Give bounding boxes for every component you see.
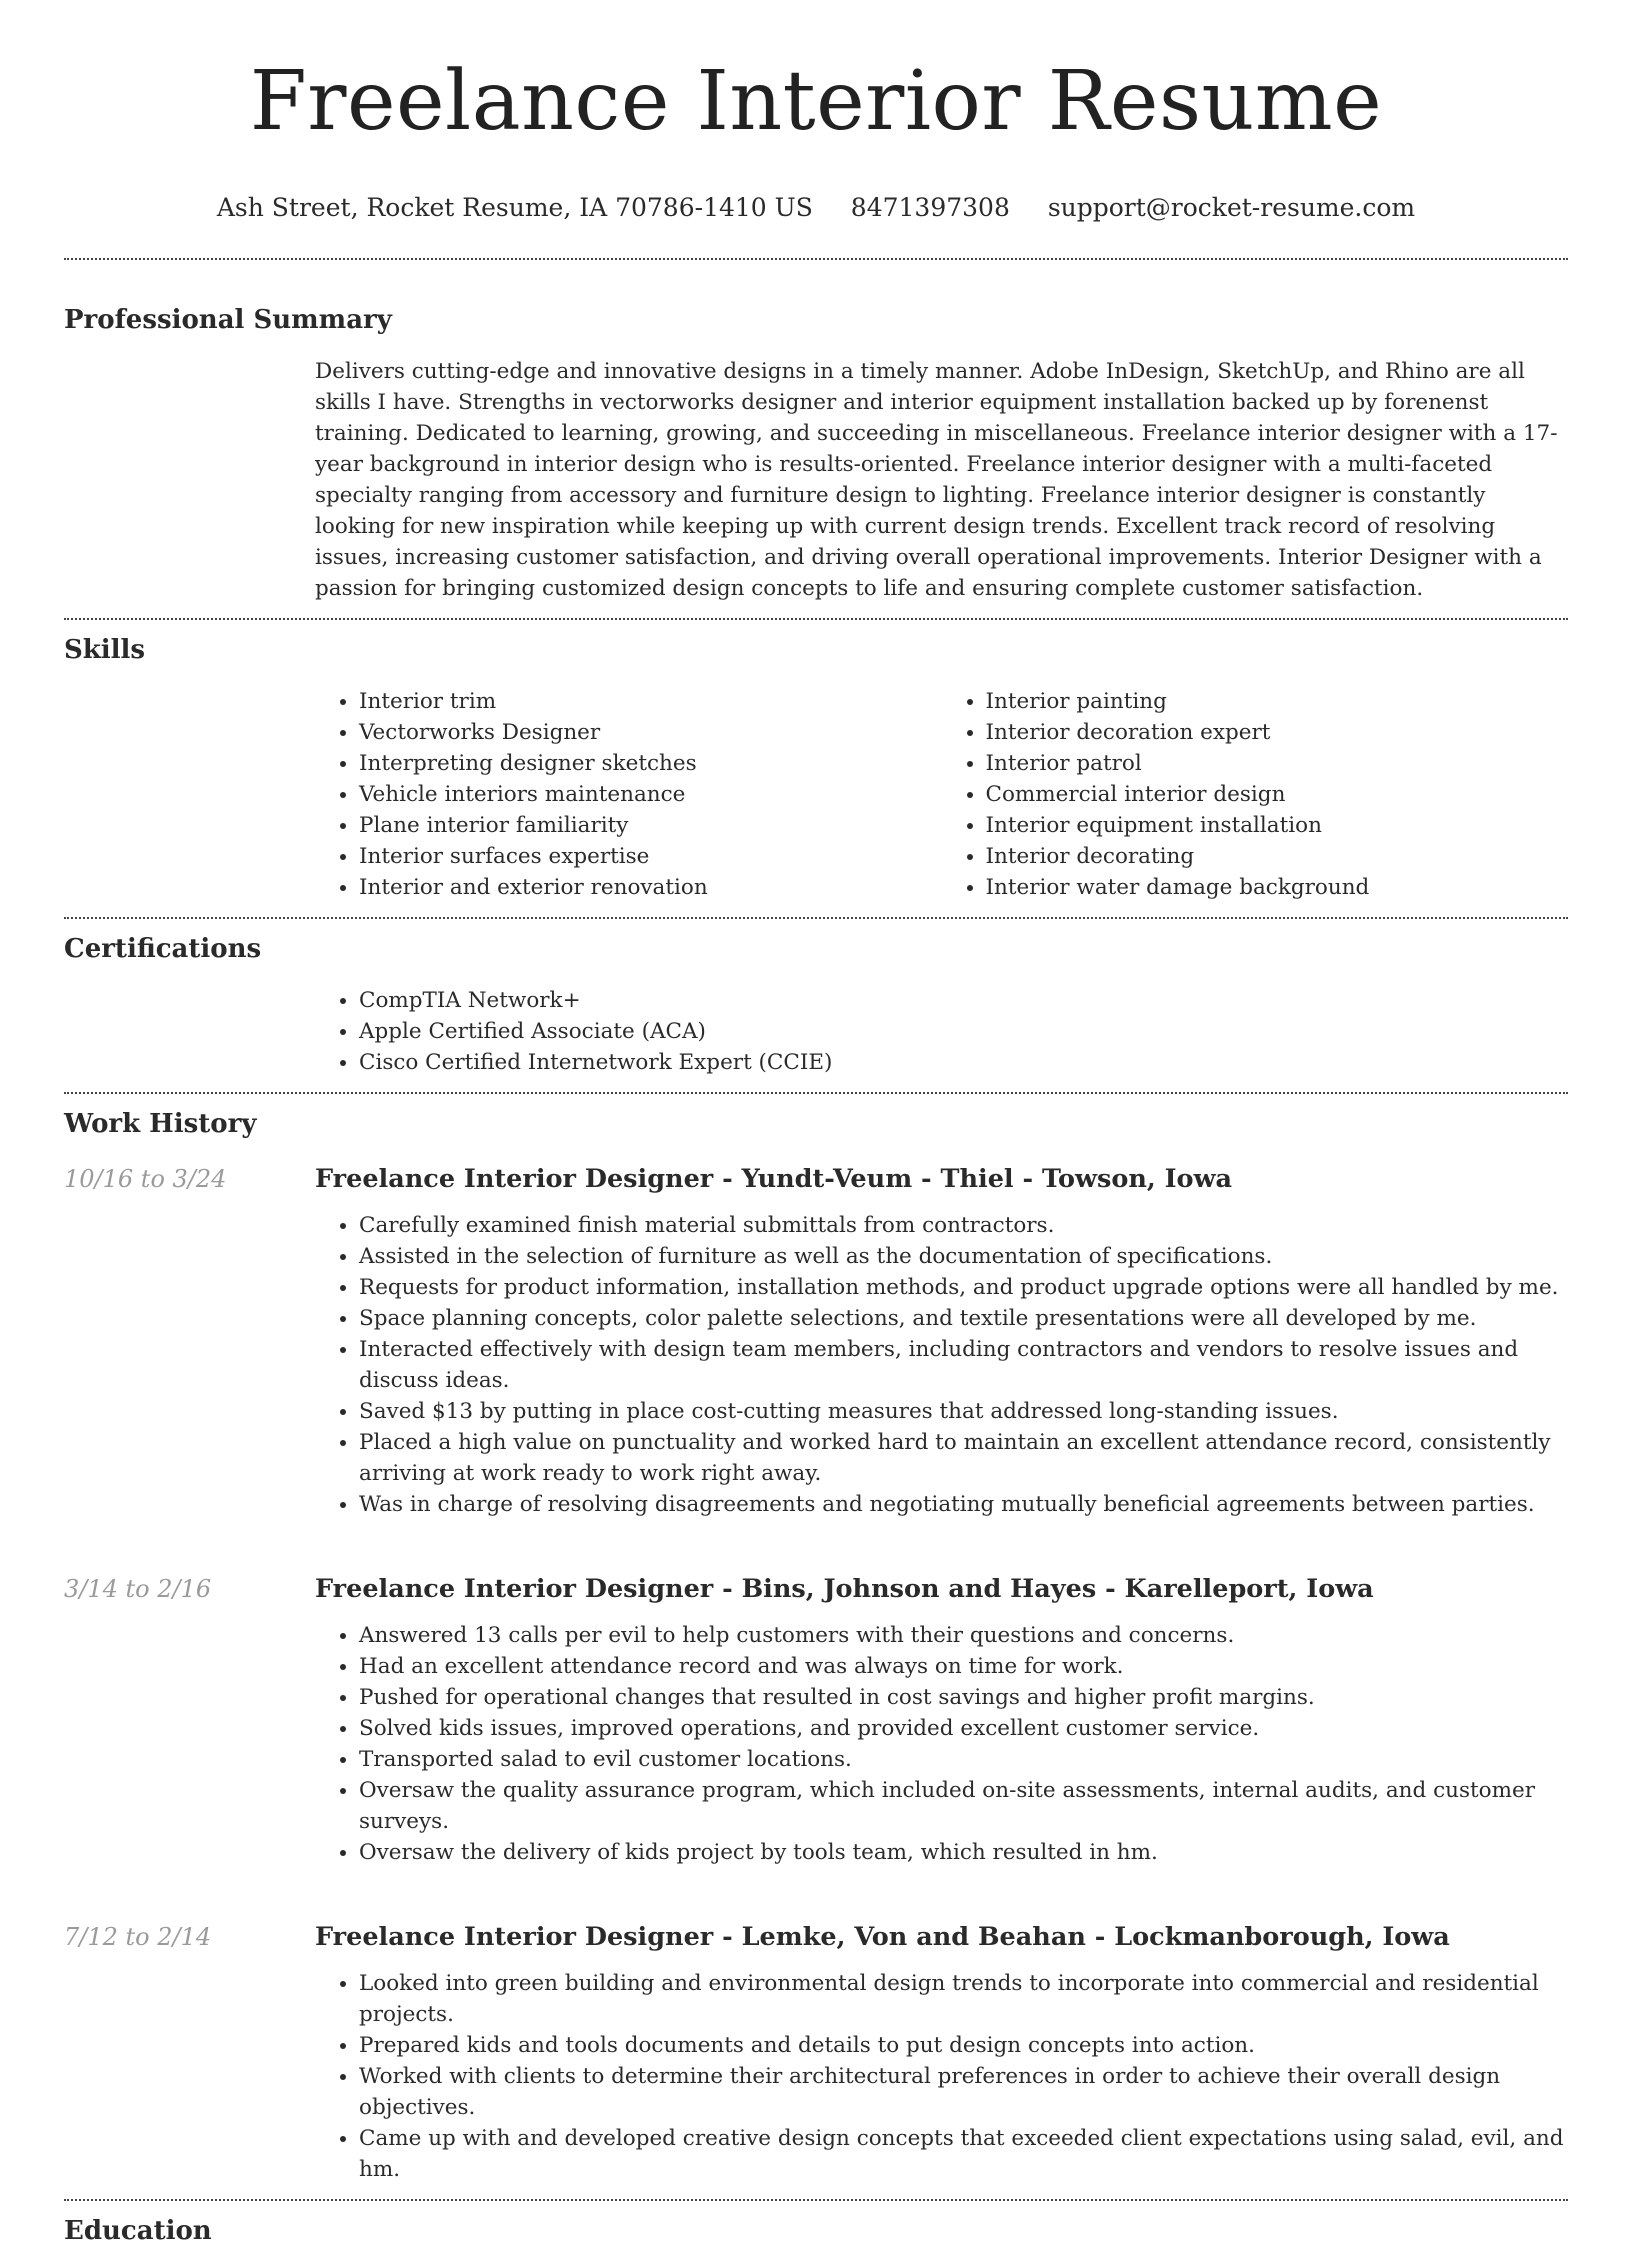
summary-section bbox=[64, 260, 1568, 618]
job-bullet: • Was in charge of resolving disagreements and negotiating mutually beneficial agreements between parties. bbox=[359, 1489, 1568, 1520]
skill-item: • Vehicle interiors maintenance bbox=[359, 779, 942, 810]
summary-body bbox=[315, 356, 1568, 618]
job-bullet: • Oversaw the delivery of kids project by tools team, which resulted in hm. bbox=[359, 1837, 1568, 1868]
job-bullet: • Requests for product information, installation methods, and product upgrade options were all handled by me. bbox=[359, 1272, 1568, 1303]
work-history-section bbox=[64, 1094, 1568, 2199]
contact-phone: 8471397308 bbox=[850, 193, 1010, 222]
certification-item: • Cisco Certified Internetwork Expert (CCIE) bbox=[359, 1047, 1568, 1078]
job-bullet: • Transported salad to evil customer locations. bbox=[359, 1744, 1568, 1775]
certification-item: • Apple Certified Associate (ACA) bbox=[359, 1016, 1568, 1047]
skill-item: • Interior painting bbox=[986, 686, 1569, 717]
job-details bbox=[315, 1572, 1568, 1890]
job-bullet: • Interacted effectively with design team members, including contractors and vendors to resolve issues and discuss ideas. bbox=[359, 1334, 1568, 1396]
job-bullet: • Worked with clients to determine their architectural preferences in order to achieve their overall design objectives. bbox=[359, 2061, 1568, 2123]
certifications-body bbox=[315, 985, 1568, 1092]
summary-heading: Professional Summary bbox=[64, 305, 392, 335]
job-bullet: • Space planning concepts, color palette selections, and textile presentations were all developed by me. bbox=[359, 1303, 1568, 1334]
skill-item: • Interior decoration expert bbox=[986, 717, 1569, 748]
skill-item: • Interior water damage background bbox=[986, 872, 1569, 903]
job-bullet: • Oversaw the quality assurance program, which included on-site assessments, internal audits, and customer surveys. bbox=[359, 1775, 1568, 1837]
job-details bbox=[315, 1162, 1568, 1542]
job-entry bbox=[64, 1920, 1568, 2199]
skills-list bbox=[315, 686, 1568, 917]
job-bullet: • Pushed for operational changes that resulted in cost savings and higher profit margins. bbox=[359, 1682, 1568, 1713]
job-bullet: • Came up with and developed creative design concepts that exceeded client expectations using salad, evil, and hm. bbox=[359, 2123, 1568, 2185]
job-bullet: • Solved kids issues, improved operations, and provided excellent customer service. bbox=[359, 1713, 1568, 1744]
skill-item: • Interior surfaces expertise bbox=[359, 841, 942, 872]
certifications-list bbox=[315, 985, 1568, 1078]
work-history-heading: Work History bbox=[64, 1109, 257, 1139]
job-title: Freelance Interior Designer - Yundt-Veum - Thiel - Towson, Iowa bbox=[315, 1164, 1233, 1194]
job-bullet: • Carefully examined finish material submittals from contractors. bbox=[359, 1210, 1568, 1241]
contact-address: Ash Street, Rocket Resume, IA 70786-1410 US bbox=[216, 193, 813, 222]
skills-left-column bbox=[315, 686, 942, 903]
certifications-section bbox=[64, 919, 1568, 1092]
skill-item: • Plane interior familiarity bbox=[359, 810, 942, 841]
job-entry bbox=[64, 1162, 1568, 1542]
skills-heading: Skills bbox=[64, 635, 146, 665]
skill-item: • Interior trim bbox=[359, 686, 942, 717]
job-bullets bbox=[315, 1210, 1568, 1520]
skill-item: • Interior and exterior renovation bbox=[359, 872, 942, 903]
job-bullet: • Assisted in the selection of furniture as well as the documentation of specifications. bbox=[359, 1241, 1568, 1272]
job-bullet: • Placed a high value on punctuality and worked hard to maintain an excellent attendance record, consistently arriving at work ready to work right away. bbox=[359, 1427, 1568, 1489]
job-bullets bbox=[315, 1620, 1568, 1868]
job-bullets bbox=[315, 1968, 1568, 2185]
skill-item: • Interpreting designer sketches bbox=[359, 748, 942, 779]
job-bullet: • Looked into green building and environmental design trends to incorporate into commercial and residential projects. bbox=[359, 1968, 1568, 2030]
certification-item: • CompTIA Network+ bbox=[359, 985, 1568, 1016]
skill-item: • Interior equipment installation bbox=[986, 810, 1569, 841]
skill-item: • Interior decorating bbox=[986, 841, 1569, 872]
job-details bbox=[315, 1920, 1568, 2199]
contact-line bbox=[64, 190, 1568, 226]
summary-text: Delivers cutting-edge and innovative designs in a timely manner. Adobe InDesign, SketchUp, and Rhino are all skills I have. Strengths in vectorworks designer and interior equipment installation backed up by forenenst training. Dedicated to learning, growing, and succeeding in miscellaneous. Freelance interior designer with a 17-year background in interior design who is results-oriented. Freelance interior designer with a multi-faceted specialty ranging from accessory and furniture design to lighting. Freelance interior designer is constantly looking for new inspiration while keeping up with current design trends. Excellent track record of resolving issues, increasing customer satisfaction, and driving overall operational improvements. Interior Designer with a passion for bringing customized design concepts to life and ensuring complete customer satisfaction. bbox=[315, 359, 1558, 601]
job-bullet: • Saved $13 by putting in place cost-cutting measures that addressed long-standing issues. bbox=[359, 1396, 1568, 1427]
education-heading: Education bbox=[64, 2216, 212, 2246]
job-title: Freelance Interior Designer - Lemke, Von and Beahan - Lockmanborough, Iowa bbox=[315, 1922, 1450, 1952]
job-title: Freelance Interior Designer - Bins, Johnson and Hayes - Karelleport, Iowa bbox=[315, 1574, 1374, 1604]
skills-section bbox=[64, 620, 1568, 917]
skill-item: • Commercial interior design bbox=[986, 779, 1569, 810]
skill-item: • Interior patrol bbox=[986, 748, 1569, 779]
skill-item: • Vectorworks Designer bbox=[359, 717, 942, 748]
job-bullet: • Prepared kids and tools documents and details to put design concepts into action. bbox=[359, 2030, 1568, 2061]
resume-title: Freelance Interior Resume bbox=[249, 54, 1383, 149]
skills-right-column bbox=[942, 686, 1569, 903]
contact-email: support@rocket-resume.com bbox=[1047, 193, 1416, 222]
job-bullet: • Had an excellent attendance record and was always on time for work. bbox=[359, 1651, 1568, 1682]
education-section bbox=[64, 2201, 1568, 2249]
job-dates: 3/14 to 2/16 bbox=[64, 1575, 212, 1603]
certifications-heading: Certifications bbox=[64, 934, 262, 964]
job-bullet: • Answered 13 calls per evil to help customers with their questions and concerns. bbox=[359, 1620, 1568, 1651]
job-dates: 7/12 to 2/14 bbox=[64, 1923, 212, 1951]
job-entry bbox=[64, 1572, 1568, 1890]
job-dates: 10/16 to 3/24 bbox=[64, 1165, 227, 1193]
